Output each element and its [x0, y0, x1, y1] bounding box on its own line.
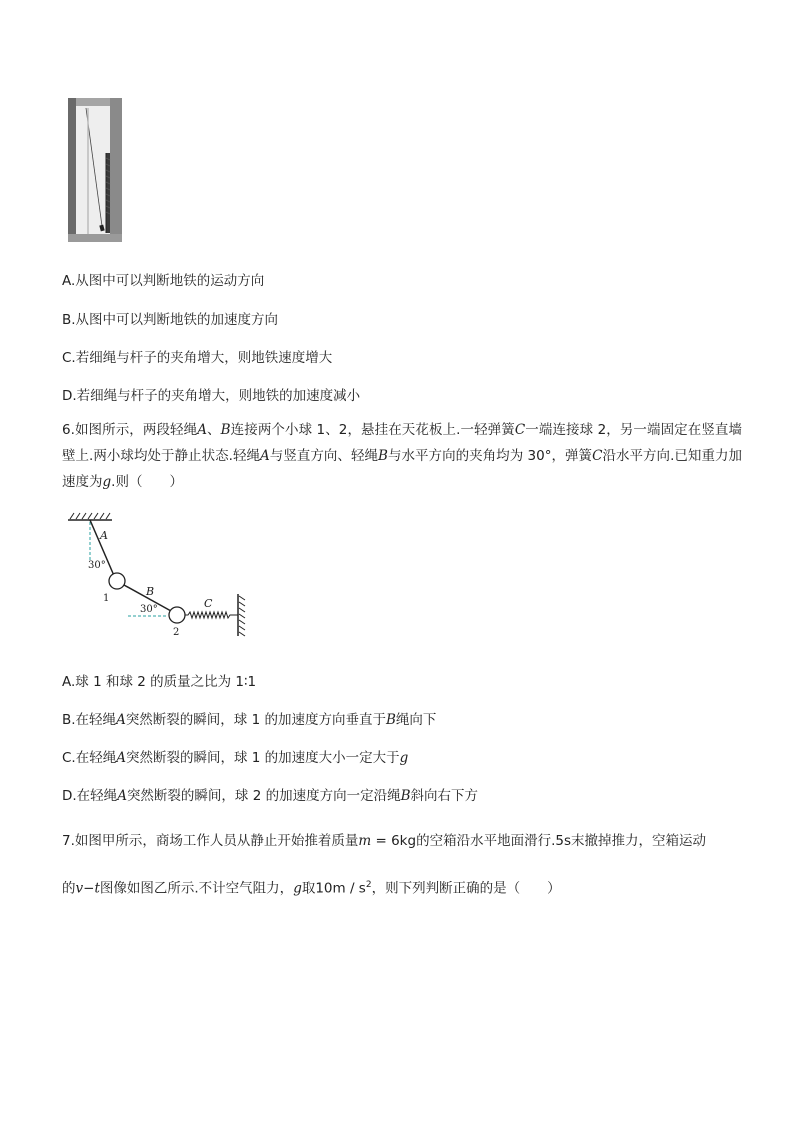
subway-rope-photo [68, 98, 122, 242]
q6-option-b: B.在轻绳A突然断裂的瞬间，球 1 的加速度方向垂直于B绳向下 [62, 712, 437, 728]
label-angle-1: 30° [88, 560, 106, 571]
wall-hatch [239, 596, 245, 636]
ceiling-hatch [70, 513, 110, 519]
q5-option-a: A.从图中可以判断地铁的运动方向 [62, 273, 265, 289]
q6-option-a: A.球 1 和球 2 的质量之比为 1∶1 [62, 674, 257, 690]
spring-c [185, 612, 238, 618]
ball-1 [109, 573, 125, 589]
label-ball-1: 1 [103, 593, 110, 604]
label-rope-b: B [146, 585, 155, 598]
q6-option-c: C.在轻绳A突然断裂的瞬间，球 1 的加速度大小一定大于g [62, 750, 409, 766]
q7-stem-line-2: 的v−t图像如图乙所示.不计空气阻力，g取$10m / s^2$，则下列判断正确的是（ ） [62, 880, 561, 897]
q7-stem-line-1: 7.如图甲所示，商场工作人员从静止开始推着质量m = 6kg的空箱沿水平地面滑行.5s末撤掉推力，空箱运动 [62, 833, 706, 849]
q5-option-b: B.从图中可以判断地铁的加速度方向 [62, 312, 279, 328]
label-spring-c: C [204, 597, 213, 610]
q6-option-d: D.在轻绳A突然断裂的瞬间，球 2 的加速度方向一定沿绳B斜向右下方 [62, 788, 479, 804]
q6-figure [60, 508, 250, 640]
q5-option-d: D.若细绳与杆子的夹角增大，则地铁的加速度减小 [62, 388, 361, 404]
q5-option-c: C.若细绳与杆子的夹角增大，则地铁速度增大 [62, 350, 333, 366]
q6-stem: 6.如图所示，两段轻绳A、B连接两个小球 1、2，悬挂在天花板上.一轻弹簧C一端连接球 2，另一端固定在竖直墙壁上.两小球均处于静止状态.轻绳A与竖直方向、轻绳B与水平方向的夹角均为 30°，弹簧C沿水平方向.已知重力加速度为g.则（ ） [62, 422, 743, 490]
ball-2 [169, 607, 185, 623]
label-angle-2: 30° [140, 604, 158, 615]
label-ball-2: 2 [173, 627, 180, 638]
label-rope-a: A [100, 529, 108, 542]
